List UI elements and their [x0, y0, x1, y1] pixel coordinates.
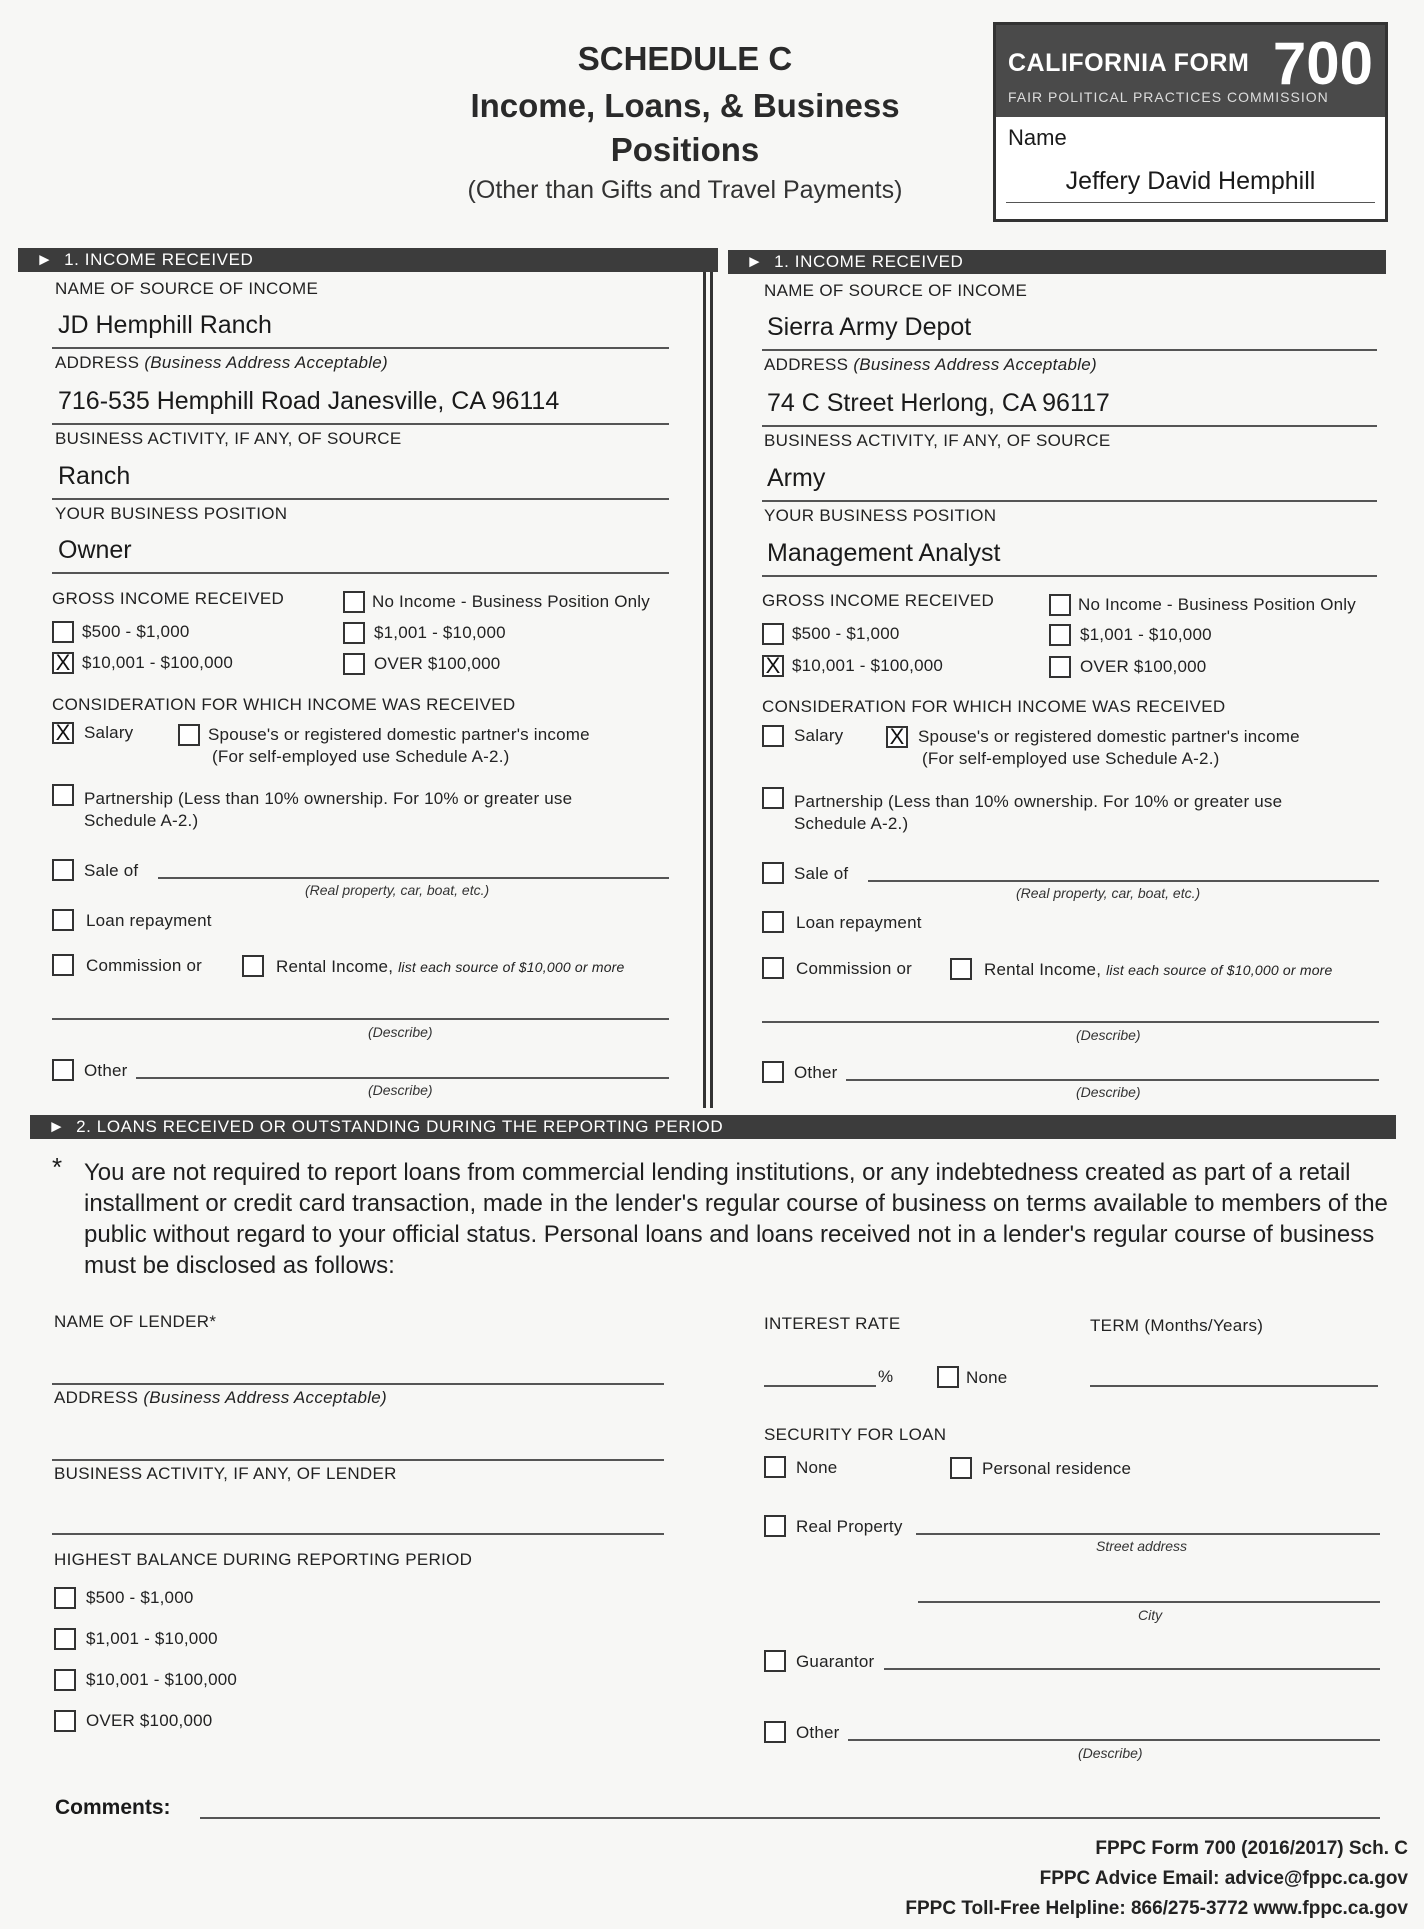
form-label: CALIFORNIA FORM [1008, 49, 1250, 77]
security-label: SECURITY FOR LOAN [764, 1425, 947, 1444]
checkbox-salary[interactable]: X [52, 722, 74, 744]
activity-value[interactable]: Army [767, 464, 826, 492]
form-id-header [996, 25, 1385, 117]
source-value[interactable]: JD Hemphill Ranch [58, 311, 272, 339]
percent-sign: % [878, 1367, 894, 1386]
checkbox-spouse[interactable] [178, 724, 200, 746]
commission-label: Commission or [796, 959, 912, 978]
note-asterisk: * [52, 1152, 63, 1182]
column-divider-2 [710, 272, 713, 1108]
gross-income-label: GROSS INCOME RECEIVED [52, 589, 285, 608]
lender-activity-label: BUSINESS ACTIVITY, IF ANY, OF LENDER [54, 1464, 397, 1483]
underline [762, 349, 1377, 351]
underline [868, 880, 1379, 882]
checkbox-other[interactable] [762, 1061, 784, 1083]
sale-note: (Real property, car, boat, etc.) [305, 882, 490, 898]
real-property-label: Real Property [796, 1517, 903, 1536]
activity-label: BUSINESS ACTIVITY, IF ANY, OF SOURCE [55, 429, 402, 448]
lender-label: NAME OF LENDER* [54, 1312, 217, 1331]
spouse-label: Spouse's or registered domestic partner's income [918, 727, 1300, 746]
describe-note: (Describe) [368, 1024, 433, 1040]
range-label: $500 - $1,000 [792, 624, 900, 643]
schedule-subtitle: (Other than Gifts and Travel Payments) [467, 176, 903, 204]
guarantor-label: Guarantor [796, 1652, 875, 1671]
underline [52, 1018, 669, 1020]
section2-bar: ► 2. LOANS RECEIVED OR OUTSTANDING DURING THE REPORTING PERIOD [30, 1115, 1396, 1139]
checkbox-guarantor[interactable] [764, 1650, 786, 1672]
commission-label: FAIR POLITICAL PRACTICES COMMISSION [1008, 89, 1329, 105]
schedule-heading: Income, Loans, & Business Positions [470, 87, 900, 168]
range-label: $10,001 - $100,000 [792, 656, 944, 675]
term-label: TERM (Months/Years) [1090, 1316, 1264, 1335]
checkbox-other[interactable] [52, 1059, 74, 1081]
checkbox-sale-of[interactable] [762, 862, 784, 884]
underline [52, 572, 669, 574]
underline [762, 575, 1377, 577]
schedule-title: SCHEDULE C [577, 40, 793, 77]
no-income-label: No Income - Business Position Only [1078, 595, 1356, 614]
checkbox-1001-10000[interactable] [1049, 624, 1071, 646]
checkbox-loan-over-100000[interactable] [54, 1710, 76, 1732]
comments-label: Comments: [55, 1796, 171, 1819]
range-label: $1,001 - $10,000 [1080, 625, 1212, 644]
checkbox-10001-100000[interactable]: X [52, 652, 74, 674]
rental-label: Rental Income, list each source of $10,000 or more [984, 960, 1333, 979]
range-label: OVER $100,000 [1080, 657, 1207, 676]
lender-input[interactable] [52, 1383, 664, 1385]
partnership-label: Partnership (Less than 10% ownership. For 10% or greater use [84, 789, 573, 808]
commission-label: Commission or [86, 956, 202, 975]
section1-bar-left: ► 1. INCOME RECEIVED [18, 248, 718, 272]
checkbox-loan-repayment[interactable] [762, 911, 784, 933]
position-value[interactable]: Owner [58, 536, 132, 564]
lender-address-label: ADDRESS (Business Address Acceptable) [54, 1388, 387, 1407]
gross-income-label: GROSS INCOME RECEIVED [762, 591, 995, 610]
footer-helpline: FPPC Toll-Free Helpline: 866/275-3772 www.fppc.ca.gov [905, 1898, 1408, 1919]
checkbox-spouse[interactable]: X [886, 726, 908, 748]
activity-value[interactable]: Ranch [58, 462, 131, 490]
filer-name[interactable]: Jeffery David Hemphill [1006, 167, 1375, 203]
underline [52, 498, 669, 500]
street-address-input[interactable] [916, 1533, 1380, 1535]
checkbox-no-income[interactable] [343, 591, 365, 613]
activity-label: BUSINESS ACTIVITY, IF ANY, OF SOURCE [764, 431, 1111, 450]
source-label: NAME OF SOURCE OF INCOME [55, 279, 319, 298]
sale-of-label: Sale of [794, 864, 849, 883]
checkbox-loan-1001-10000[interactable] [54, 1628, 76, 1650]
describe-note: (Describe) [368, 1082, 433, 1098]
describe-note: (Describe) [1076, 1027, 1141, 1043]
checkbox-security-none[interactable] [764, 1456, 786, 1478]
source-label: NAME OF SOURCE OF INCOME [764, 281, 1028, 300]
consideration-label: CONSIDERATION FOR WHICH INCOME WAS RECEIVED [762, 697, 1226, 716]
checkbox-500-1000[interactable] [762, 623, 784, 645]
checkbox-500-1000[interactable] [52, 621, 74, 643]
street-address-note: Street address [1096, 1538, 1188, 1554]
address-label: ADDRESS (Business Address Acceptable) [764, 355, 1097, 374]
other-label: Other [796, 1723, 840, 1742]
city-input[interactable] [918, 1601, 1380, 1603]
other-security-input[interactable] [848, 1739, 1380, 1741]
source-value[interactable]: Sierra Army Depot [767, 313, 972, 341]
partnership-label-2: Schedule A-2.) [794, 814, 909, 833]
form-number: 700 [1272, 30, 1373, 97]
underline [762, 1021, 1379, 1023]
range-label: OVER $100,000 [86, 1711, 213, 1730]
loans-note: You are not required to report loans from commercial lending institutions, or any indebtedness created as part of a retail installment or credit card transaction, made in the lender's regular course of business on terms available to members of the public without regard to your official status. Personal loans and loans received not in a lender's regular course of business must be disclosed as follows: [84, 1159, 1388, 1279]
underline [846, 1079, 1379, 1081]
comments-input[interactable] [200, 1817, 1380, 1819]
checkbox-salary[interactable] [762, 725, 784, 747]
checkbox-commission[interactable] [52, 954, 74, 976]
city-note: City [1138, 1607, 1163, 1623]
rental-label: Rental Income, list each source of $10,000 or more [276, 957, 625, 976]
address-label: ADDRESS (Business Address Acceptable) [55, 353, 388, 372]
section1-bar-right: ► 1. INCOME RECEIVED [728, 250, 1386, 274]
checkbox-over-100000[interactable] [1049, 656, 1071, 678]
loan-repayment-label: Loan repayment [86, 911, 212, 930]
range-label: $500 - $1,000 [82, 622, 190, 641]
checkbox-rental[interactable] [950, 958, 972, 980]
checkbox-security-other[interactable] [764, 1721, 786, 1743]
spouse-note: (For self-employed use Schedule A-2.) [212, 747, 510, 766]
position-label: YOUR BUSINESS POSITION [55, 504, 288, 523]
interest-rate-input[interactable] [764, 1385, 876, 1387]
position-value[interactable]: Management Analyst [767, 539, 1001, 567]
describe-note: (Describe) [1078, 1745, 1143, 1761]
range-label: $500 - $1,000 [86, 1588, 194, 1607]
highest-balance-label: HIGHEST BALANCE DURING REPORTING PERIOD [54, 1550, 473, 1569]
checkbox-interest-none[interactable] [937, 1366, 959, 1388]
interest-rate-label: INTEREST RATE [764, 1314, 901, 1333]
checkbox-real-property[interactable] [764, 1515, 786, 1537]
range-label: $10,001 - $100,000 [86, 1670, 238, 1689]
checkbox-loan-10001-100000[interactable] [54, 1669, 76, 1691]
address-value[interactable]: 716-535 Hemphill Road Janesville, CA 96114 [58, 387, 560, 415]
checkbox-partnership[interactable] [762, 787, 784, 809]
checkbox-partnership[interactable] [52, 784, 74, 806]
salary-label: Salary [84, 723, 134, 742]
loan-repayment-label: Loan repayment [796, 913, 922, 932]
none-label: None [796, 1458, 838, 1477]
footer-form-id: FPPC Form 700 (2016/2017) Sch. C [1095, 1838, 1408, 1859]
sale-note: (Real property, car, boat, etc.) [1016, 885, 1201, 901]
underline [52, 347, 669, 349]
name-label: Name [1008, 125, 1067, 150]
range-label: $1,001 - $10,000 [86, 1629, 218, 1648]
no-income-label: No Income - Business Position Only [372, 592, 650, 611]
term-input[interactable] [1090, 1385, 1378, 1387]
footer-email: FPPC Advice Email: advice@fppc.ca.gov [1039, 1868, 1408, 1889]
partnership-label: Partnership (Less than 10% ownership. For 10% or greater use [794, 792, 1283, 811]
salary-label: Salary [794, 726, 844, 745]
underline [158, 877, 669, 879]
partnership-label-2: Schedule A-2.) [84, 811, 199, 830]
other-label: Other [84, 1061, 128, 1080]
range-label: $10,001 - $100,000 [82, 653, 234, 672]
underline [136, 1077, 669, 1079]
address-value[interactable]: 74 C Street Herlong, CA 96117 [767, 389, 1110, 417]
checkbox-rental[interactable] [242, 955, 264, 977]
checkbox-personal-residence[interactable] [950, 1457, 972, 1479]
column-divider [703, 272, 706, 1108]
underline [52, 423, 669, 425]
checkbox-loan-repayment[interactable] [52, 909, 74, 931]
underline [762, 425, 1377, 427]
guarantor-input[interactable] [884, 1668, 1380, 1670]
personal-residence-label: Personal residence [982, 1459, 1132, 1478]
range-label: OVER $100,000 [374, 654, 501, 673]
checkbox-loan-500-1000[interactable] [54, 1587, 76, 1609]
checkbox-no-income[interactable] [1049, 594, 1071, 616]
other-label: Other [794, 1063, 838, 1082]
lender-address-input[interactable] [52, 1459, 664, 1461]
checkbox-sale-of[interactable] [52, 859, 74, 881]
spouse-note: (For self-employed use Schedule A-2.) [922, 749, 1220, 768]
checkbox-over-100000[interactable] [343, 653, 365, 675]
form-title [400, 40, 970, 205]
lender-activity-input[interactable] [52, 1533, 664, 1535]
none-label: None [966, 1368, 1008, 1387]
form-id-box [993, 22, 1388, 222]
checkbox-10001-100000[interactable]: X [762, 655, 784, 677]
checkbox-commission[interactable] [762, 957, 784, 979]
sale-of-label: Sale of [84, 861, 139, 880]
range-label: $1,001 - $10,000 [374, 623, 506, 642]
spouse-label: Spouse's or registered domestic partner's income [208, 725, 590, 744]
checkbox-1001-10000[interactable] [343, 622, 365, 644]
underline [762, 500, 1377, 502]
position-label: YOUR BUSINESS POSITION [764, 506, 997, 525]
describe-note: (Describe) [1076, 1084, 1141, 1100]
consideration-label: CONSIDERATION FOR WHICH INCOME WAS RECEIVED [52, 695, 516, 714]
